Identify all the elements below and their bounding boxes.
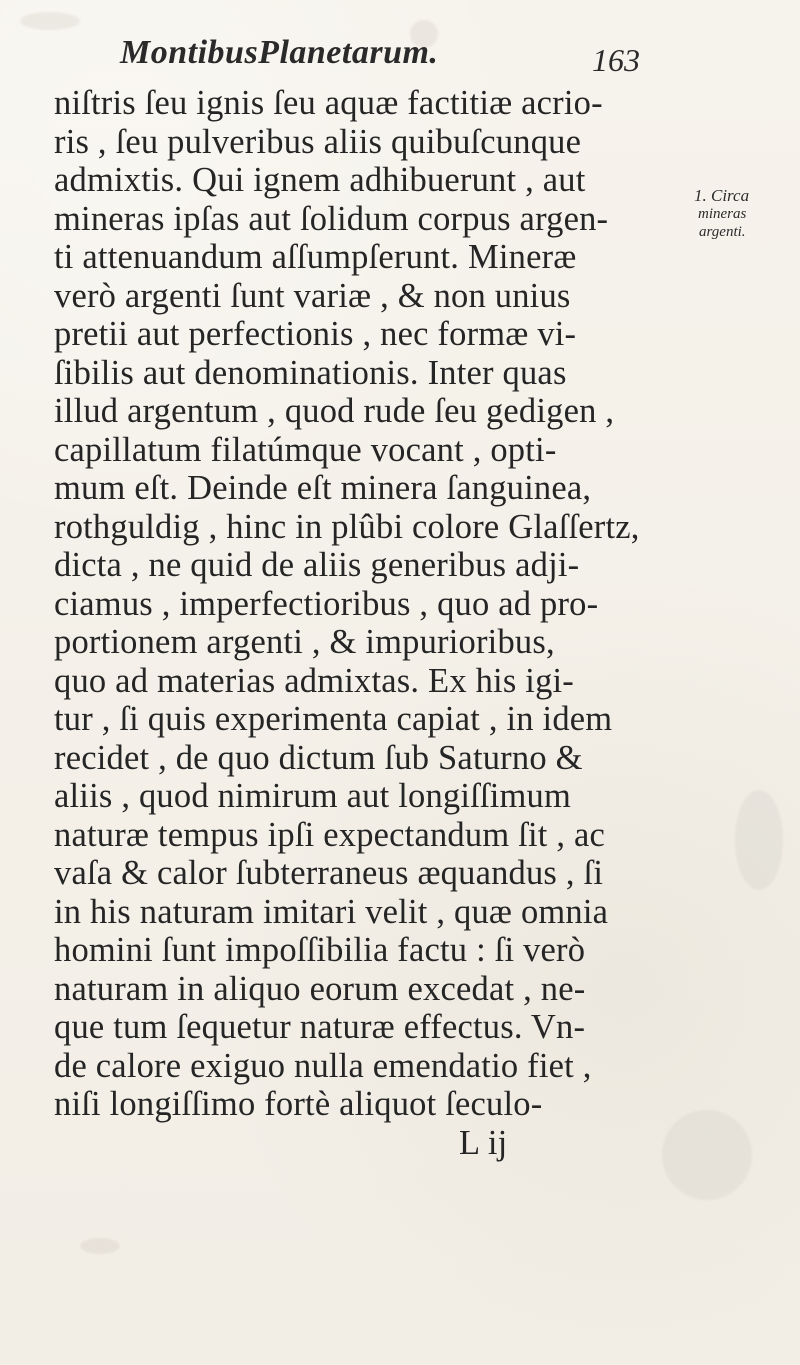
text-line: mum eſt. Deinde eſt minera ſanguinea,	[54, 469, 592, 507]
text-line: mineras ipſas aut ſolidum corpus argen-	[54, 199, 609, 238]
page-header	[120, 34, 640, 84]
text-line: quo ad materias admixtas. Ex his igi-	[54, 661, 574, 700]
margin-note-line: mineras	[698, 206, 747, 222]
text-line: ciamus , imperfectioribus , quo ad pro-	[54, 584, 599, 623]
running-head: MontibusPlanetarum.	[120, 34, 439, 71]
text-line: dicta , ne quid de aliis generibus adji-	[54, 546, 580, 584]
text-line: de calore exiguo nulla emendatio fiet ,	[54, 1046, 592, 1085]
text-line: tur , ſi quis experimenta capiat , in idem	[54, 700, 613, 738]
text-line: portionem argenti , & impurioribus,	[54, 623, 555, 661]
text-line: verò argenti ſunt variæ , & non unius	[54, 276, 571, 315]
text-line: naturam in aliquo eorum excedat , ne-	[54, 969, 586, 1008]
text-line: illud argentum , quod rude ſeu gedigen ,	[54, 392, 615, 430]
paper-stain	[20, 12, 80, 30]
text-line: in his naturam imitari velit , quæ omnia	[54, 892, 609, 931]
text-line: admixtis. Qui ignem adhibuerunt , aut	[54, 161, 586, 199]
main-text-block	[54, 84, 640, 1162]
paper-stain	[80, 1238, 120, 1254]
text-line: capillatum filatúmque vocant , opti-	[54, 430, 557, 469]
text-line: ſibilis aut denominationis. Inter quas	[54, 353, 567, 392]
page-number: 163	[592, 42, 640, 78]
text-line: ti attenuandum aſſumpſerunt. Mineræ	[54, 238, 577, 276]
text-line: que tum ſequetur naturæ effectus. Vn-	[54, 1008, 586, 1046]
text-line: aliis , quod nimirum aut longiſſimum	[54, 777, 572, 815]
margin-note-line: 1. Circa	[694, 186, 750, 205]
page-signature: L ij	[459, 1123, 508, 1162]
text-line: recidet , de quo dictum ſub Saturno &	[54, 738, 583, 777]
paper-stain	[662, 1110, 752, 1200]
text-line: vaſa & calor ſubterraneus æquandus , ſi	[54, 854, 604, 892]
text-line: niſtris ſeu ignis ſeu aquæ factitiæ acrio-	[54, 84, 603, 122]
text-line: pretii aut perfectionis , nec formæ vi-	[54, 315, 577, 353]
margin-note	[694, 187, 768, 241]
text-line: homini ſunt impoſſibilia factu : ſi verò	[54, 931, 586, 969]
text-line: rothguldig , hinc in plûbi colore Glaſſertz,	[54, 507, 640, 546]
text-line: naturæ tempus ipſi expectandum ſit , ac	[54, 815, 606, 854]
paper-stain	[735, 790, 783, 890]
text-line: ris , ſeu pulveribus aliis quibuſcunque	[54, 122, 582, 161]
text-line: niſi longiſſimo fortè aliquot ſeculo-	[54, 1085, 543, 1123]
margin-note-line: argenti.	[699, 224, 746, 240]
